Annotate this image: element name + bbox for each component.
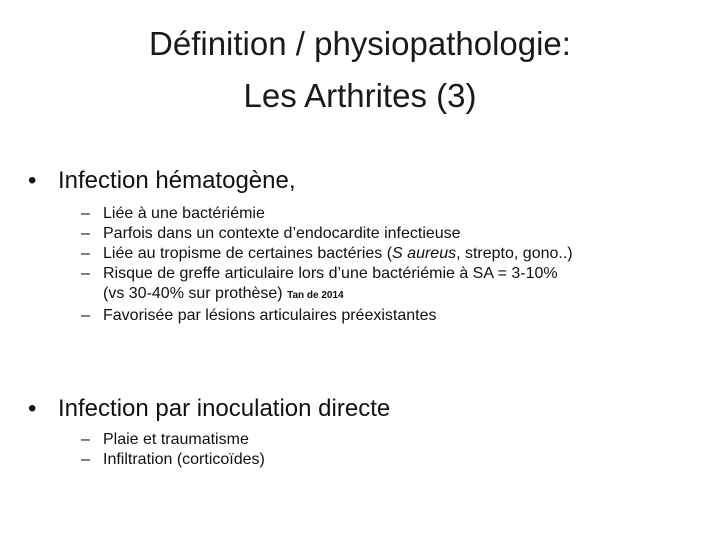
dash-marker: – <box>81 307 90 324</box>
citation-reference: Tan de 2014 <box>287 290 344 301</box>
bullet-heading: Infection par inoculation directe <box>58 395 391 422</box>
sub-item-text: Risque de greffe articulaire lors d’une bactériémie à SA = 3-10% <box>103 265 558 282</box>
sub-item-text: Plaie et traumatisme <box>103 431 249 448</box>
sub-item <box>81 306 573 326</box>
sub-item <box>81 204 573 224</box>
sub-item-tail: , strepto, gono..) <box>456 245 573 262</box>
bullet-infection-hematogene <box>28 166 296 196</box>
dash-marker: – <box>81 225 90 242</box>
sub-item <box>81 264 573 306</box>
bullet-dot: • <box>28 167 37 194</box>
dash-marker: – <box>81 451 90 468</box>
sub-item-text: Liée au tropisme de certaines bactéries ( <box>103 245 393 262</box>
sub-item-text-line2: (vs 30-40% sur prothèse) <box>103 285 283 302</box>
bullet-infection-inoculation <box>28 394 390 424</box>
sub-list-inoculation <box>81 430 265 470</box>
sub-item-text: Favorisée par lésions articulaires préexistantes <box>103 307 437 324</box>
dash-marker: – <box>81 265 90 282</box>
sub-list-hematogene <box>81 204 573 326</box>
sub-item <box>81 224 573 244</box>
bullet-heading: Infection hématogène, <box>58 167 296 194</box>
slide-title-line-1: Définition / physiopathologie: <box>149 25 571 62</box>
sub-item <box>81 244 573 264</box>
sub-item-text: Infiltration (corticoïdes) <box>103 451 265 468</box>
dash-marker: – <box>81 245 90 262</box>
sub-item-italic: S aureus <box>392 245 457 262</box>
sub-item <box>81 430 265 450</box>
sub-item-text: Liée à une bactériémie <box>103 205 265 222</box>
slide-title-line-2: Les Arthrites (3) <box>243 77 477 114</box>
bullet-dot: • <box>28 395 37 422</box>
dash-marker: – <box>81 431 90 448</box>
dash-marker: – <box>81 205 90 222</box>
sub-item <box>81 450 265 470</box>
sub-item-text: Parfois dans un contexte d’endocardite infectieuse <box>103 225 461 242</box>
